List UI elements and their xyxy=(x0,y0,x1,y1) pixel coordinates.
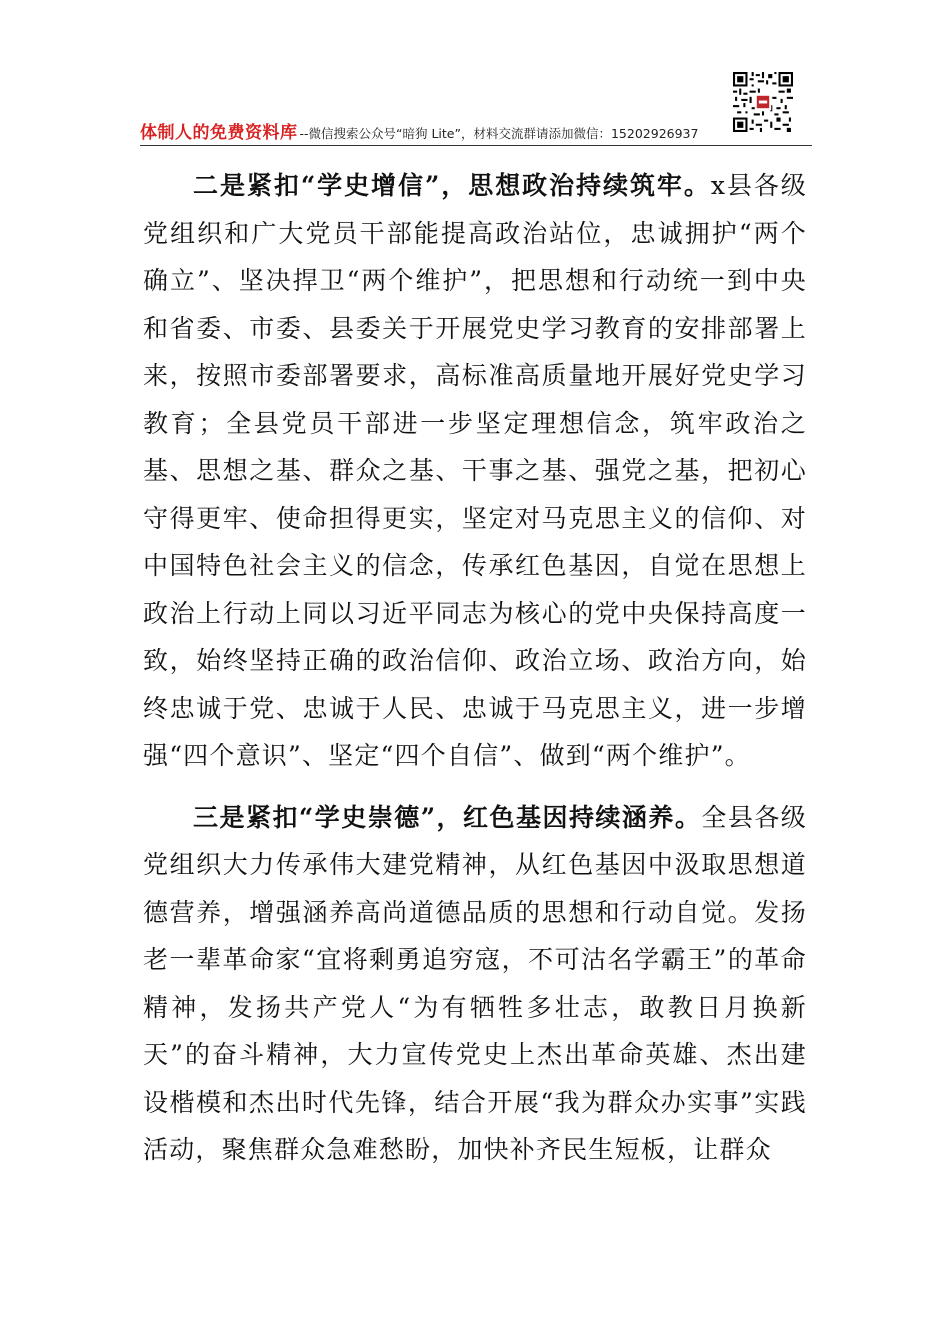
paragraph-1 xyxy=(143,162,807,780)
document-body xyxy=(143,162,807,1174)
header-note: --微信搜索公众号“暗狗 Lite”，材料交流群请添加微信：15202926937 xyxy=(299,126,699,141)
header-divider xyxy=(140,145,812,146)
paragraph-2-body: 全县各级党组织大力传承伟大建党精神，从红色基因中汲取思想道德营养，增强涵养高尚道德品质的思想和行动自觉。发扬老一辈革命家“宜将剩勇追穷寇，不可沽名学霸王”的革命精神，发扬共产党人“为有牺牲多壮志，敢教日月换新天”的奋斗精神，大力宣传党史上杰出革命英雄、杰出建设楷模和杰出时代先锋，结合开展“我为群众办实事”实践活动，聚焦群众急难愁盼，加快补齐民生短板，让群众 xyxy=(143,802,807,1164)
paragraph-1-body: x县各级党组织和广大党员干部能提高政治站位，忠诚拥护“两个确立”、坚决捍卫“两个维护”，把思想和行动统一到中央和省委、市委、县委关于开展党史学习教育的安排部署上来，按照市委部署要求，高标准高质量地开展好党史学习教育；全县党员干部进一步坚定理想信念，筑牢政治之基、思想之基、群众之基、干事之基、强党之基，把初心守得更牢、使命担得更实，坚定对马克思主义的信仰、对中国特色社会主义的信念，传承红色基因，自觉在思想上政治上行动上同以习近平同志为核心的党中央保持高度一致，始终坚持正确的政治信仰、政治立场、政治方向，始终忠诚于党、忠诚于人民、忠诚于马克思主义，进一步增强“四个意识”、坚定“四个自信”、做到“两个维护”。 xyxy=(143,171,808,770)
header-brand: 体制人的免费资料库 xyxy=(140,123,298,143)
paragraph-2 xyxy=(143,794,807,1174)
paragraph-1-lead: 二是紧扣“学史增信”，思想政治持续筑牢。 xyxy=(193,171,711,200)
page-header xyxy=(140,118,810,144)
paragraph-2-lead: 三是紧扣“学史崇德”，红色基因持续涵养。 xyxy=(193,802,702,832)
